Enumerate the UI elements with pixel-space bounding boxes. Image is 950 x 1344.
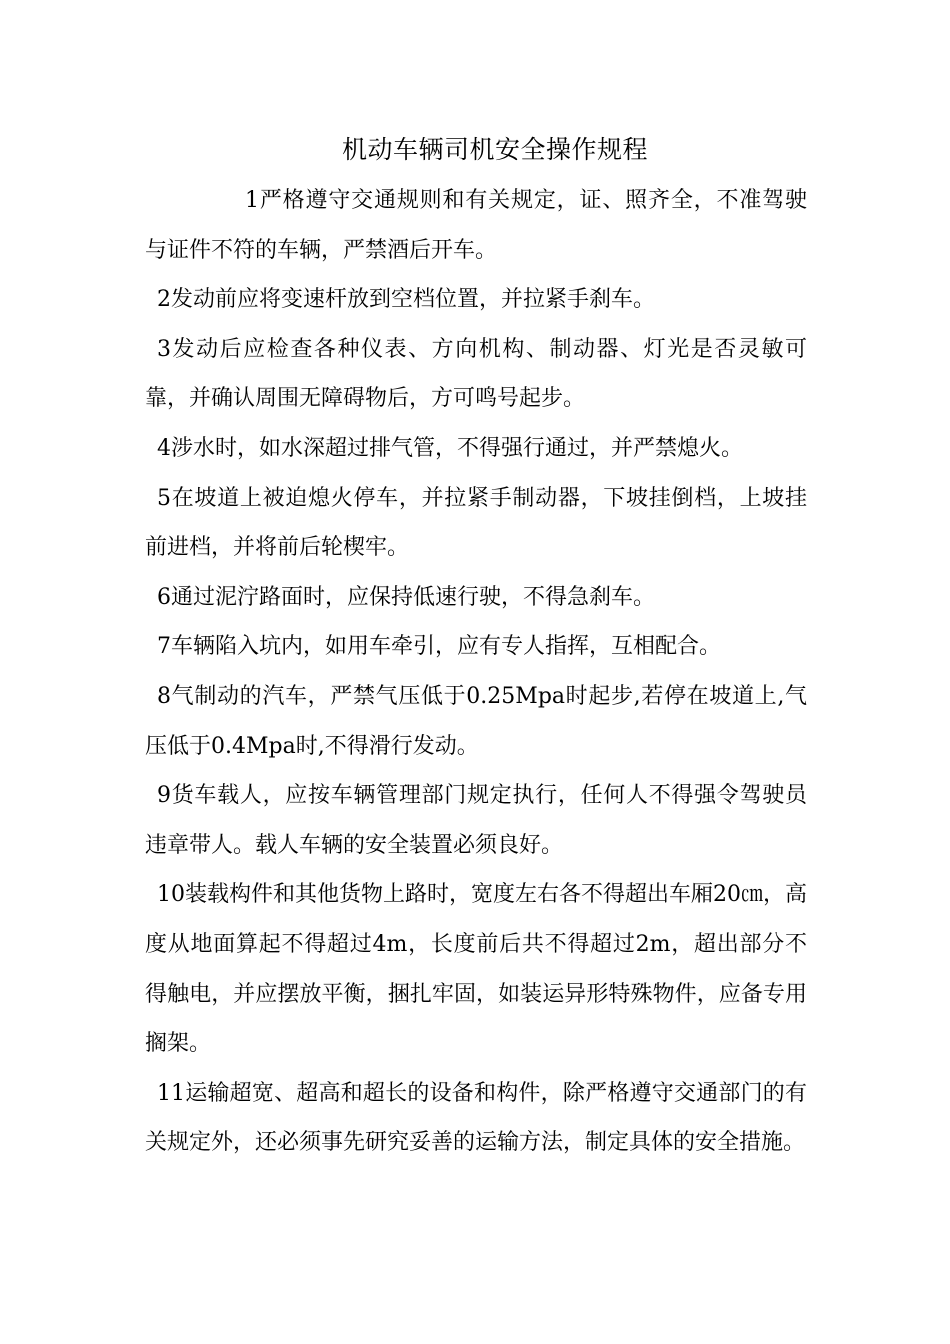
rule-paragraph-11: 11运输超宽、超高和超长的设备和构件，除严格遵守交通部门的有关规定外，还必须事先研究妥善的运输方法，制定具体的安全措施。: [145, 1080, 807, 1156]
rule-paragraph-9: 9货车载人，应按车辆管理部门规定执行，任何人不得强令驾驶员违章带人。载人车辆的安全装置必须良好。: [145, 783, 807, 858]
rule-paragraph-10: 10装载构件和其他货物上路时，宽度左右各不得超出车厢20㎝，高度从地面算起不得超过4m，长度前后共不得超过2m，超出部分不得触电，并应摆放平衡，捆扎牢固，如装运异形特殊物件，应备专用搁架。: [145, 882, 808, 1057]
document-title: 机动车辆司机安全操作规程: [341, 135, 648, 164]
rule-paragraph-5: 5在坡道上被迫熄火停车，并拉紧手制动器，下坡挂倒档，上坡挂前进档，并将前后轮楔牢。: [145, 485, 807, 561]
rule-paragraph-4: 4涉水时，如水深超过排气管，不得强行通过，并严禁熄火。: [157, 435, 743, 461]
rule-paragraph-8: 8气制动的汽车，严禁气压低于0.25Mpa时起步,若停在坡道上,气压低于0.4Mpa时,不得滑行发动。: [145, 683, 807, 759]
rule-paragraph-6: 6通过泥泞路面时，应保持低速行驶，不得急刹车。: [157, 584, 655, 610]
rule-paragraph-7: 7车辆陷入坑内，如用车牵引，应有专人指挥，互相配合。: [157, 634, 721, 660]
rule-paragraph-1: 1严格遵守交通规则和有关规定，证、照齐全，不准驾驶与证件不符的车辆，严禁酒后开车。: [145, 188, 807, 263]
rule-paragraph-3: 3发动后应检查各种仪表、方向机构、制动器、灯光是否灵敏可靠，并确认周围无障碍物后，方可鸣号起步。: [145, 336, 807, 412]
rule-paragraph-2: 2发动前应将变速杆放到空档位置，并拉紧手刹车。: [157, 287, 655, 313]
document-body: [145, 176, 807, 1168]
